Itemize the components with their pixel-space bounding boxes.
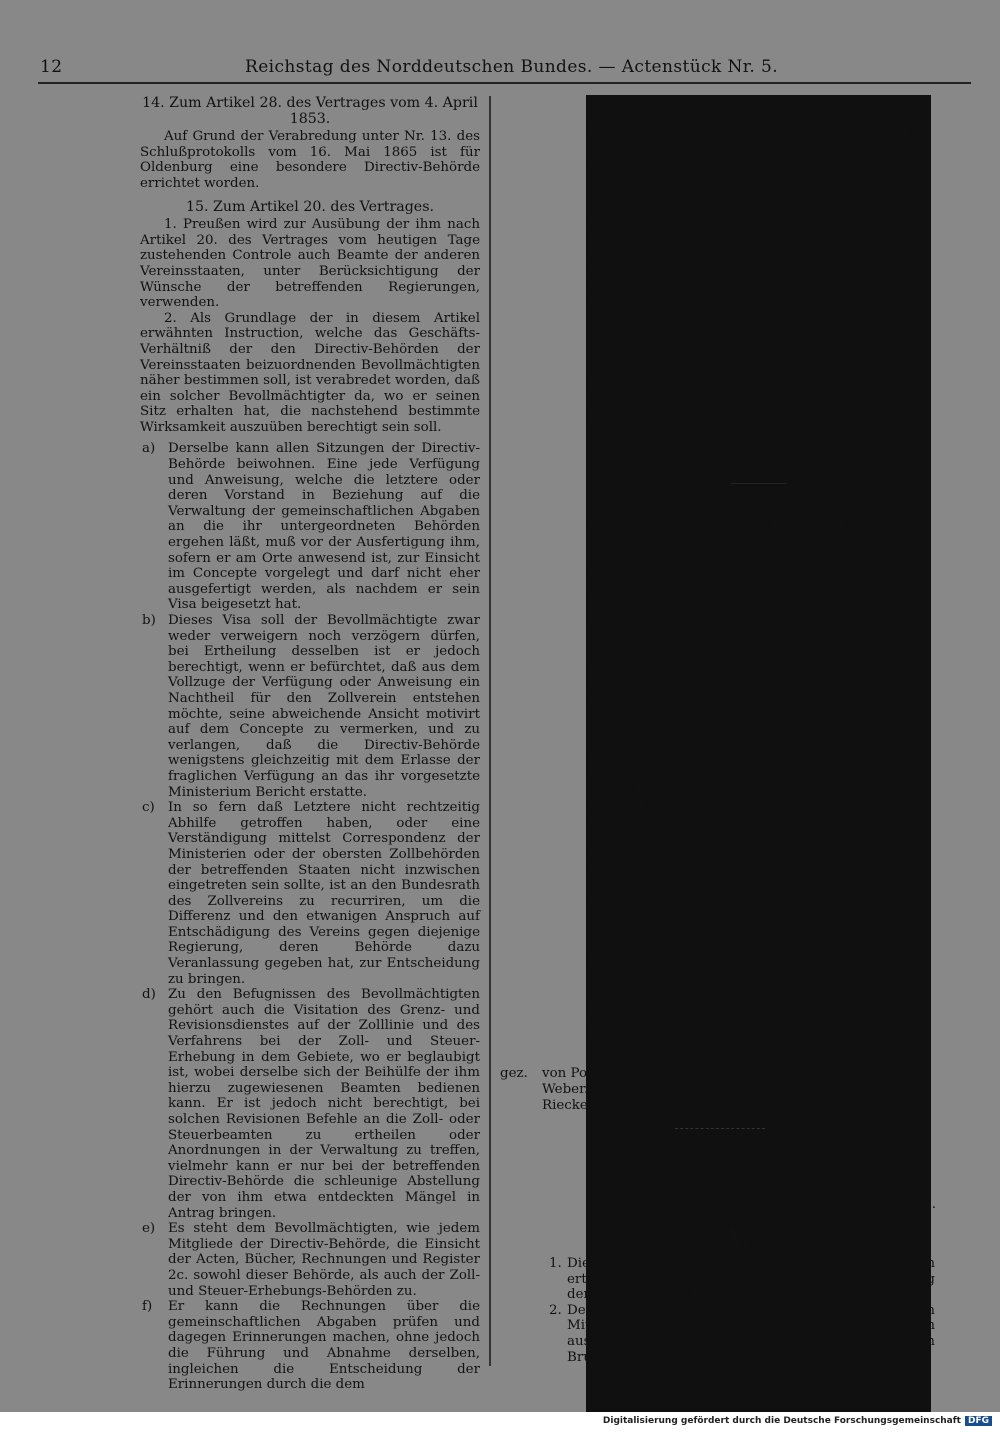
signature-line: von Pommer-Esche. von Philipsborn. Delbrück. xyxy=(542,1066,862,1081)
closing-para-3: Nachdem endlich noch constatirt war, daß die Ratification des Vertrages für den Norddeutschen Bund nur durch dessen Präsidium zu erfolgen habe, und daß, wie bereits in früheren ähnlichen Fällen geschehen, eine solche Form der Ratification gewählt werden könne, wodurch der Gegenstand der letzteren, ohne vollständige Einrückung der Vertrags-Artikel, hinlänglich genau bezeichnet wird, wurde auch gegenwärtiges Protokoll in einem Exemplare, nach geschehener Verlesung unterzeichnet und von den Königlich Preußischen Bevollmächtigten, unter dem Vorbehalte der alsbaldigen Mittheilung beglaubigter Abdrücke an die übrigen Bevollmächtigten, nebst dem Vertrage, behufs der weiteren Beförderung an das Königliche Geheime Staats-Archiv in Empfang genommen. xyxy=(586,782,931,1048)
signature-block xyxy=(500,1066,940,1170)
signature-line: Riecke. Mathy. Ewald. Thon. von Liebe. xyxy=(542,1098,811,1113)
annex-caption: Anlage zu Nr. 2. des Schluß-Protokolls. xyxy=(670,1197,936,1212)
section-15-para-2: 2. Als Grundlage der in diesem Artikel erwähnten Instruction, welche das Geschäfts-Verhältniß der den Directiv-Behörden der Vereinsstaaten beizuordnenden Bevollmächtigten näher bestimmen soll, ist verabredet worden, daß ein solcher Bevollmächtigter da, wo er seinen Sitz erhalten hat, die nachstehend bestimmte Wirksamkeit auszuüben berechtigt sein soll. xyxy=(140,310,480,435)
section-14-heading: 14. Zum Artikel 28. des Vertrages vom 4. April 1853. xyxy=(142,95,478,127)
list-item-text: Derselbe kann allen Sitzungen der Directiv-Behörde beiwohnen. Eine jede Verfügung und Anweisung, welche die letztere oder deren Vorstand in Beziehung auf die Verwaltung der gemeinschaftlichen Abgaben an die ihr untergeordneten Behörden ergehen läßt, muß vor der Ausfertigung ihm, sofern er am Orte anwesend ist, zur Einsicht im Concepte vorgelegt und darf nicht eher ausgefertigt werden, als nachdem er sein Visa beigesetzt hat. xyxy=(168,441,480,613)
running-title: Reichstag des Norddeutschen Bundes. — Actenstück Nr. 5. xyxy=(245,57,779,77)
list-item-text: Er kann die Rechnungen über die gemeinschaftlichen Abgaben prüfen und dagegen Erinnerungen machen, ohne jedoch die Führung und Abnahme derselben, ingleichen die Entscheidung der Erinnerungen durch die dem xyxy=(168,1299,480,1393)
list-item-text: Zu den Befugnissen des Bevollmächtigten gehört auch die Visitation des Grenz- und Revisionsdienstes auf der Zolllinie und des Verfahrens bei der Zoll- und Steuer-Erhebung in dem Gebiete, wo er beglaubigt ist, wobei derselbe sich der Beihülfe der ihm hierzu zugewiesenen Beamten bedienen kann. Er ist jedoch nicht berechtigt, bei solchen Revisionen Befehle an die Zoll- oder Steuerbeamten zu ertheilen oder Anordnungen in der Verwaltung zu treffen, vielmehr kann er nur bei der betreffenden Directiv-Behörde die schleunige Abstellung der von ihm etwa entdeckten Mängel in Antrag bringen. xyxy=(168,987,480,1221)
list-item xyxy=(134,613,480,800)
gelesen-genehmigt-unterzeichnet: G. w. o. xyxy=(732,1050,785,1067)
annex-list xyxy=(545,1256,935,1365)
section-16-heading: 16. Zum Artikel 22. des Vertrages. xyxy=(634,179,883,196)
column-divider xyxy=(489,96,491,1366)
closing-para-1: Die sämmtlichen Bevollmächtigten ertheilen sich gegenseitig die Zusicherung, daß, wie dies auch bei den früheren Zollvereinigungs-Verträgen geschehen ist, ihre Regierungen mit der Ratification des Vertrages zugleich auch die im gegenwärtigen Protokoll enthaltenen Verabredungen, ohne weitere förmliche Ratification derselben, als genehmigt ansehen und aufrecht erhalten werden. xyxy=(586,502,931,642)
left-column xyxy=(140,95,480,1393)
annex-item-number: 1. xyxy=(549,1256,562,1271)
annex-item-text: Die Begünstigung wird nur solchen Fabrikanten ertheilt, welche in Beziehung auf die Beobachtung der Zollgesetze unbescholten sind. xyxy=(567,1256,935,1303)
closing-para-2: Der Vertrag ward hierauf in Einem Exemplare, welches für den Gesammt-Verein im Königlich Preußischen Geheimen Staats-Archiv aufbewahrt werden soll, von den Bevollmächtigten unterzeichnet und untersiegelt, und sollen die bereits vorbereiteten Abdrücke Preußischer Seits nach erfolgter Beglaubigung sofort den Bevollmächtigten der übrigen Vereins-Regierungen zugestellt werden. xyxy=(586,642,931,783)
section-17-para-2: Das hiernach anzuwendende Formular für die Gewerbe-Legitimations-Karten ist unter D. beigefügt. xyxy=(586,426,931,474)
enumerated-list xyxy=(134,441,480,1392)
list-item-text: Dieses Visa soll der Bevollmächtigte zwar weder verweigern noch verzögern dürfen, bei Ertheilung desselben ist er jedoch berechtigt, wenn er befürchtet, daß aus dem Vollzuge der Verfügung oder Anweisung ein Nachtheil für den Zollverein entstehen möchte, seine abweichende Ansicht motivirt auf dem Concepte zu vermerken, und zu verlangen, daß die Directiv-Behörde wenigstens gleichzeitig mit dem Erlasse der fraglichen Verfügung an das ihr vorgesetzte Ministerium Bericht erstatte. xyxy=(168,613,480,800)
annex-letter: A. xyxy=(722,1222,750,1251)
digitization-footer xyxy=(603,1416,992,1426)
list-item-text: In so fern daß Letztere nicht rechtzeitig Abhilfe getroffen haben, oder eine Verständigung mittelst Correspondenz der Ministerien oder der obersten Zollbehörden der betreffenden Staaten nicht inzwischen eingetreten sein sollte, ist an den Bundesrath des Zollvereins zu recurriren, um die Differenz und den etwanigen Anspruch auf Entschädigung des Vereins gegen diejenige Regierung, deren Behörde dazu Veranlassung gegeben hat, zur Entscheidung zu bringen. xyxy=(168,800,480,987)
annex-item-text: Den Fabrikanten wird eine, unter amtlichem Mitverschlusse stehende Privat-Niederlage von ausländischem Roheisen aller Art und altem Brucheisen bewilligt, für xyxy=(567,1302,935,1365)
annex-list-item xyxy=(545,1303,935,1365)
signature-line: Weber. Gerbig. von Thümmel. von Spitzemberg. xyxy=(542,1082,868,1097)
list-item-label: f) xyxy=(142,1299,153,1315)
list-item xyxy=(134,441,480,613)
list-item-label: a) xyxy=(142,441,156,457)
list-item xyxy=(134,1299,480,1393)
list-item-label: b) xyxy=(142,613,156,628)
signature-separator xyxy=(675,1128,765,1130)
continuation-text: Rechnungsführer vorgesetzte Dienst-Behörde aufzuhalten. Findet er die Entscheidung dem Vereins-Interesse nicht entsprechend, so hat er den betreffenden Gegenstand bei dem Bundesrathe zur Anzeige zu bringen. xyxy=(586,95,931,173)
list-item xyxy=(134,1221,480,1299)
annex-list-item xyxy=(545,1256,935,1303)
right-column xyxy=(586,95,931,1070)
dfg-logo: DFG xyxy=(965,1416,992,1426)
section-17-heading: 17. Zum Artikel 26. des Vertrages. xyxy=(634,314,883,331)
page-number: 12 xyxy=(40,57,63,77)
list-item-label: e) xyxy=(142,1221,156,1237)
list-item xyxy=(134,987,480,1221)
section-15-para-1: 1. Preußen wird zur Ausübung der ihm nach Artikel 20. des Vertrages vom heutigen Tage zustehenden Controle auch Beamte der anderen Vereinsstaaten, unter Berücksichtigung der Wünsche der betreffenden Regierungen, verwenden. xyxy=(140,217,480,311)
page-header xyxy=(40,57,970,81)
list-item xyxy=(134,800,480,987)
list-item-label: c) xyxy=(142,800,155,816)
section-16-body: In Betreff des Betrages des Chausseegeldes im Königreiche Sachsen und in denjenigen zu dem Thüringischen Vereine gehörigen Ländern, wo die Meilen eben so lang, als die Sächsischen Meilen sind, verbleibt es bei den darüber in den Schluß-Protokollen zu den Verträgen vom 30. März und 11. Mai 1833 getroffenen Verabredungen. xyxy=(586,198,931,308)
section-15-heading: 15. Zum Artikel 20. des Vertrages. xyxy=(185,198,434,215)
list-item-label: d) xyxy=(142,987,156,1003)
gez-label: gez. xyxy=(500,1066,528,1081)
list-item-text: Es steht dem Bevollmächtigten, wie jedem Mitgliede der Directiv-Behörde, die Einsicht der Acten, Bücher, Rechnungen und Register 2c. sowohl dieser Behörde, als auch der Zoll- und Steuer-Erhebungs-Behörden zu. xyxy=(168,1221,480,1299)
section-separator xyxy=(731,483,787,485)
footer-text: Digitalisierung gefördert durch die Deutsche Forschungsgemeinschaft xyxy=(602,1416,961,1426)
section-17-para-1: Man ist darüber einverstanden, daß die im dritten Absatze des Artikels 26 bezeichneten Gewerbetreibenden und Reisenden Waaren zum Verkauf auch ferner nicht mit sich führen, aufgekaufte Waaren aber selbst nach dem Bestimmungsorte mitnehmen dürfen. xyxy=(586,333,931,427)
section-14-body: Auf Grund der Verabredung unter Nr. 13. des Schlußprotokolls vom 16. Mai 1865 ist für Oldenburg eine besondere Directiv-Behörde errichtet worden. xyxy=(140,129,480,191)
header-rule xyxy=(38,82,971,84)
annex-item-number: 2. xyxy=(549,1302,562,1318)
